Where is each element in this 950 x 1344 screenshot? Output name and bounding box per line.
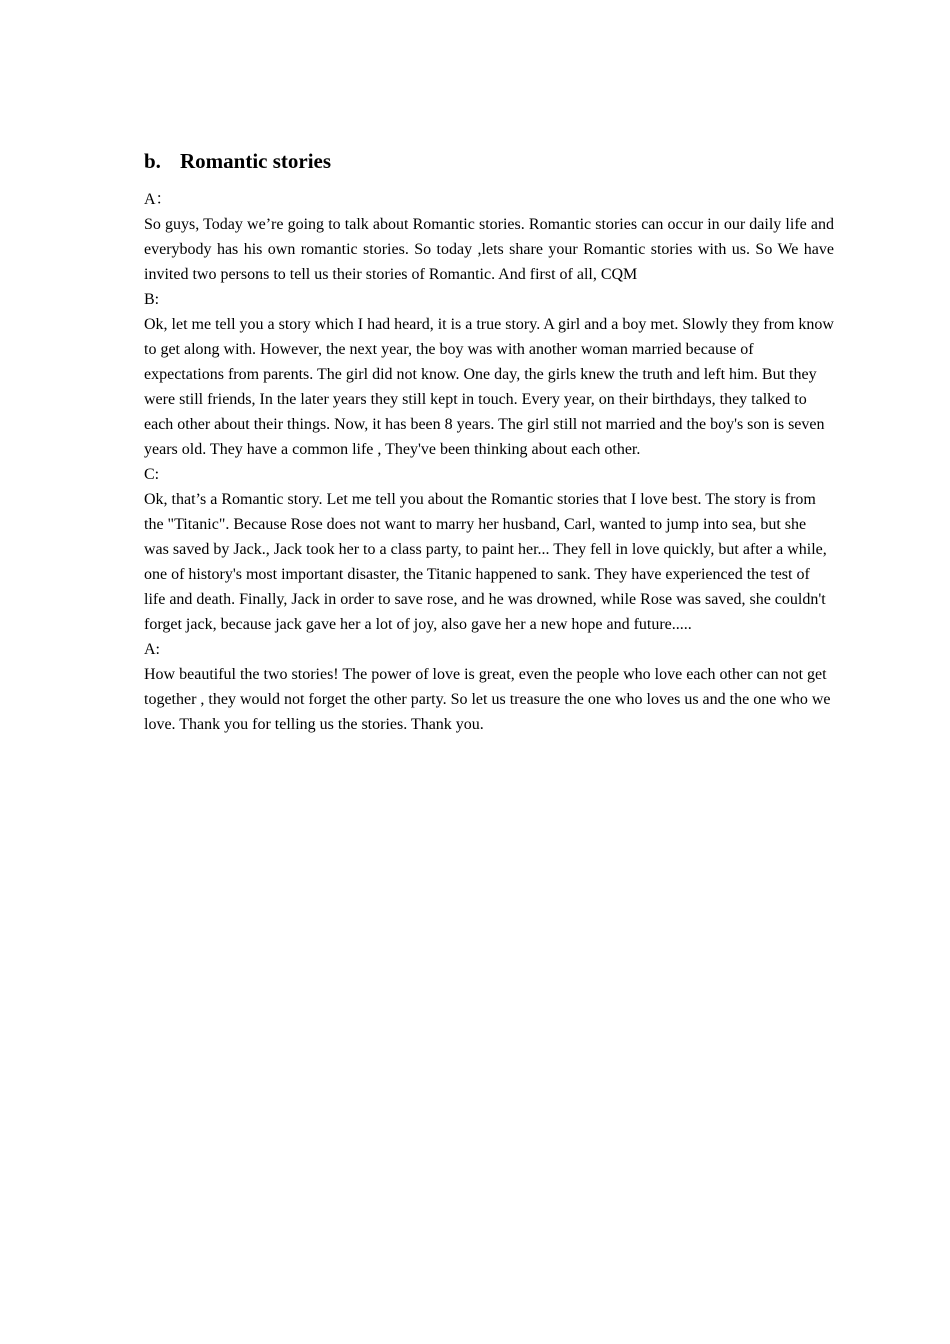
dialogue-turn-a-intro — [144, 187, 834, 287]
speaker-label: A： — [144, 191, 172, 208]
dialogue-turn-b — [144, 287, 834, 462]
dialogue-text: Ok, let me tell you a story which I had heard, it is a true story. A girl and a boy met. Slowly they from know to get along with. However, the next year, the boy was with another woman married because of expectations from parents. The girl did not know. One day, the girls knew the truth and left him. But they were still friends, In the later years they still kept in touch. Every year, on their birthdays, they talked to each other about their things. Now, it has been 8 years. The girl still not married and the boy's son is seven years old. They have a common life , They've been thinking about each other. — [144, 316, 834, 458]
dialogue-text: So guys, Today we’re going to talk about Romantic stories. Romantic stories can occur in our daily life and everybody has his own romantic stories. So today ,lets share your Romantic stories with us. So We have invited two persons to tell us their stories of Romantic. And first of all, CQM — [144, 216, 834, 283]
dialogue-turn-c — [144, 462, 834, 637]
speaker-label: C: — [144, 466, 160, 483]
section-heading — [144, 147, 834, 175]
dialogue-text: Ok, that’s a Romantic story. Let me tell you about the Romantic stories that I love best. The story is from the "Titanic". Because Rose does not want to marry her husband, Carl, wanted to jump into sea, but she was saved by Jack., Jack took her to a class party, to paint her... They fell in love quickly, but after a while, one of history's most important disaster, the Titanic happened to sank. They have experienced the test of life and death. Finally, Jack in order to save rose, and he was drowned, while Rose was saved, she couldn't forget jack, because jack gave her a lot of joy, also gave her a new hope and future..... — [144, 491, 827, 633]
section-number: b. — [144, 149, 161, 173]
document-page — [144, 147, 834, 737]
dialogue-turn-a-closing — [144, 637, 834, 737]
speaker-label: B: — [144, 291, 160, 308]
section-title: Romantic stories — [180, 149, 332, 173]
dialogue-text: How beautiful the two stories! The power of love is great, even the people who love each other can not get together , they would not forget the other party. So let us treasure the one who loves us and the one who we love. Thank you for telling us the stories. Thank you. — [144, 666, 831, 733]
speaker-label: A: — [144, 641, 160, 658]
